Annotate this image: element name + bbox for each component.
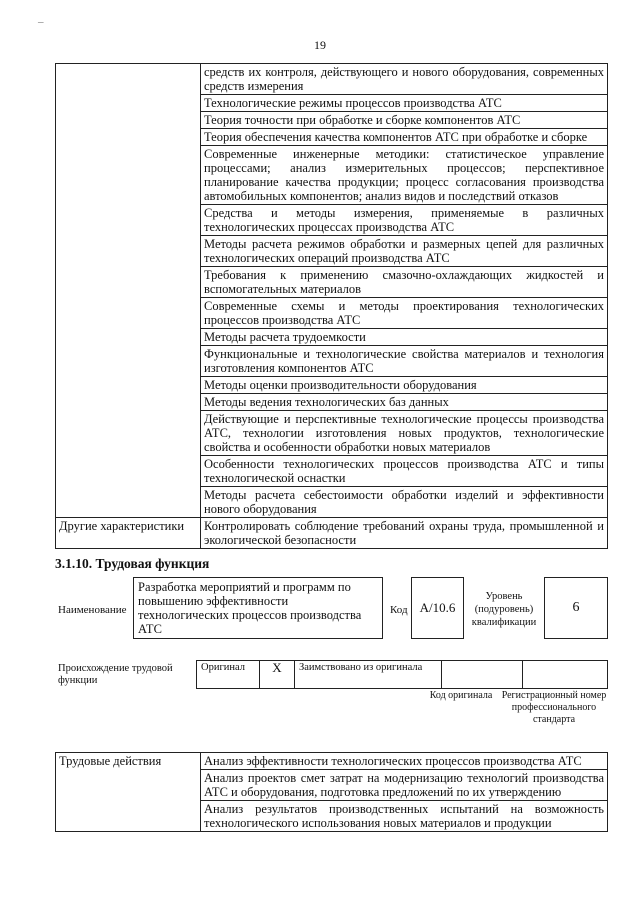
origin-table xyxy=(196,660,608,689)
function-name-label: Наименование xyxy=(58,604,127,616)
function-name-box: Разработка мероприятий и программ по повышению эффективности технологических процессов производства АТС xyxy=(133,577,383,639)
borrowed-label: Заимствовано из оригинала xyxy=(295,661,442,689)
qualification-level-box: 6 xyxy=(544,577,608,639)
table-row xyxy=(56,64,608,95)
page-number: 19 xyxy=(314,38,326,52)
table-row xyxy=(56,518,608,549)
knowledge-item: Методы ведения технологических баз данных xyxy=(201,394,608,411)
knowledge-item: Особенности технологических процессов производства АТС и типы технологической оснастки xyxy=(201,456,608,487)
knowledge-item: Теория обеспечения качества компонентов АТС при обработке и сборке xyxy=(201,129,608,146)
registration-number-label: Регистрационный номер профессионального стандарта xyxy=(501,690,607,725)
original-code-label: Код оригинала xyxy=(429,690,493,701)
corner-mark: – xyxy=(38,16,44,28)
knowledge-item: Технологические режимы процессов производства АТС xyxy=(201,95,608,112)
original-mark: X xyxy=(260,661,295,689)
labor-action-item: Анализ эффективности технологических процессов производства АТС xyxy=(201,753,608,770)
knowledge-item: Теория точности при обработке и сборке компонентов АТС xyxy=(201,112,608,129)
table-row xyxy=(56,753,608,770)
labor-actions-label: Трудовые действия xyxy=(56,753,201,832)
knowledge-label-cell xyxy=(56,64,201,518)
labor-action-item: Анализ результатов производственных испытаний на возможность технологического использования новых материалов и продукции xyxy=(201,801,608,832)
knowledge-item: Требования к применению смазочно-охлаждающих жидкостей и вспомогательных материалов xyxy=(201,267,608,298)
knowledge-item: Современные инженерные методики: статистическое управление процессами; анализ измерительных процессов; перспективное планирование качества продукции; процесс согласования производства автомобильных компонентов; анализ видов и последствий отказов xyxy=(201,146,608,205)
knowledge-item: Средства и методы измерения, применяемые в различных технологических процессах производства АТС xyxy=(201,205,608,236)
other-characteristics-label: Другие характеристики xyxy=(56,518,201,549)
function-code-label: Код xyxy=(390,604,408,616)
origin-label: Происхождение трудовой функции xyxy=(58,663,173,686)
original-label: Оригинал xyxy=(197,661,260,689)
qualification-level-label: Уровень (подуровень) квалификации xyxy=(471,591,537,628)
knowledge-item: Современные схемы и методы проектирования технологических процессов производства АТС xyxy=(201,298,608,329)
registration-number-cell xyxy=(523,661,608,689)
knowledge-item: Методы расчета трудоемкости xyxy=(201,329,608,346)
knowledge-item: Методы расчета режимов обработки и размерных цепей для различных технологических операций производства АТС xyxy=(201,236,608,267)
knowledge-item: Методы расчета себестоимости обработки изделий и эффективности нового оборудования xyxy=(201,487,608,518)
table-row xyxy=(197,661,608,689)
labor-action-item: Анализ проектов смет затрат на модернизацию технологий производства АТС и оборудования, подготовка предложений по их утверждению xyxy=(201,770,608,801)
knowledge-table xyxy=(55,63,608,549)
original-code-cell xyxy=(442,661,523,689)
knowledge-item: средств их контроля, действующего и нового оборудования, современных средств измерения xyxy=(201,64,608,95)
function-code-box: А/10.6 xyxy=(411,577,464,639)
labor-actions-table xyxy=(55,752,608,832)
section-title: 3.1.10. Трудовая функция xyxy=(55,556,210,571)
knowledge-item: Методы оценки производительности оборудования xyxy=(201,377,608,394)
other-characteristics-text: Контролировать соблюдение требований охраны труда, промышленной и экологической безопасности xyxy=(201,518,608,549)
knowledge-item: Действующие и перспективные технологические процессы производства АТС, технологии изготовления новых продуктов, технологические свойства и особенности обработки новых материалов xyxy=(201,411,608,456)
knowledge-item: Функциональные и технологические свойства материалов и технология изготовления компонентов АТС xyxy=(201,346,608,377)
